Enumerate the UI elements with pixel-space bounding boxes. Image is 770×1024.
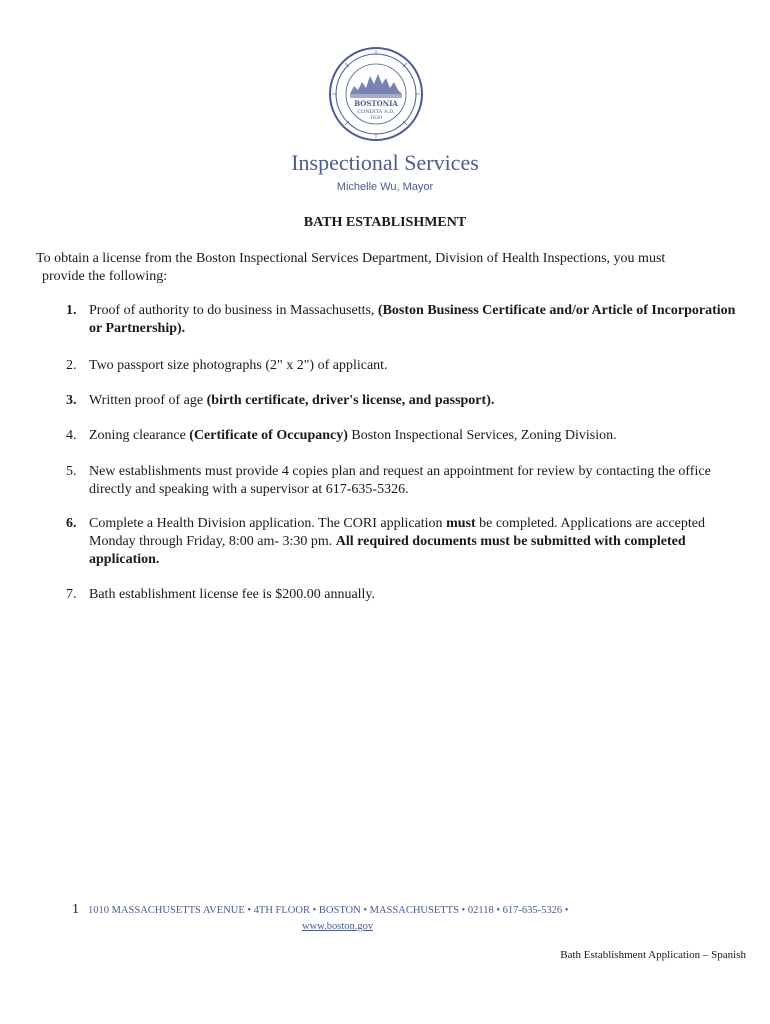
mayor-name: Michelle Wu, Mayor: [336, 181, 434, 193]
intro-line-2: provide the following:: [42, 269, 168, 284]
item-text-plain: Proof of authority to do business in Massachusetts,: [89, 303, 378, 318]
list-item: [66, 515, 746, 569]
city-of-boston-seal: [328, 46, 424, 142]
item-text-plain: be completed. Applications are accepted Monday through Friday, 8:00 am- 3:30 pm.: [89, 516, 705, 549]
item-text-bold: (birth certificate, driver's license, and passport).: [206, 393, 495, 408]
intro-line-1: To obtain a license from the Boston Inspectional Services Department, Division of Health Inspections, you must: [36, 251, 666, 266]
document-label: Bath Establishment Application – Spanish: [560, 949, 746, 961]
list-item: [66, 302, 746, 338]
item-text-plain: Complete a Health Division application. The CORI application: [89, 516, 447, 531]
item-number: 1.: [66, 303, 77, 318]
intro-paragraph: [36, 250, 736, 286]
item-text: [89, 427, 746, 445]
list-item: [66, 392, 746, 410]
list-item: [66, 427, 746, 445]
page-number: 1: [72, 902, 79, 917]
list-item: [66, 463, 746, 499]
item-text: [89, 392, 746, 410]
item-number: 6.: [66, 516, 77, 531]
item-text-bold: must: [446, 516, 476, 531]
item-number: 5.: [66, 464, 77, 479]
item-text: Two passport size photographs (2" x 2") of applicant.: [89, 358, 388, 373]
item-text: Bath establishment license fee is $200.00 annually.: [89, 587, 376, 602]
list-item: [66, 586, 746, 604]
item-text-plain: Zoning clearance: [89, 428, 190, 443]
item-text: [89, 515, 746, 569]
item-number: 7.: [66, 587, 77, 602]
footer-address: 1010 MASSACHUSETTS AVENUE • 4TH FLOOR • BOSTON • MASSACHUSETTS • 02118 • 617-635-5326 •: [88, 905, 569, 916]
item-text-bold: (Boston Business Certificate and/or Article of Incorporation or Partnership).: [89, 303, 736, 336]
seal-text-year: 1630: [369, 115, 383, 121]
item-text-bold: All required documents must be submitted with completed application.: [89, 534, 686, 567]
item-text-bold: (Certificate of Occupancy): [189, 428, 348, 443]
item-text-plain: Boston Inspectional Services, Zoning Division.: [347, 428, 617, 443]
item-number: 4.: [66, 428, 77, 443]
item-text: [89, 302, 746, 338]
item-number: 3.: [66, 393, 77, 408]
seal-text-condita: CONDITA A.D.: [357, 109, 395, 115]
item-text: New establishments must provide 4 copies plan and request an appointment for review by contacting the office directly and speaking with a supervisor at 617-635-5326.: [89, 464, 711, 497]
list-item: [66, 357, 746, 375]
seal-text-bostonia: BOSTONIA: [354, 99, 398, 108]
department-name: Inspectional Services: [291, 150, 479, 175]
item-number: 2.: [66, 358, 77, 373]
footer-url-link[interactable]: www.boston.gov: [302, 921, 374, 932]
item-text-plain: Written proof of age: [89, 393, 207, 408]
document-title: BATH ESTABLISHMENT: [303, 215, 467, 230]
